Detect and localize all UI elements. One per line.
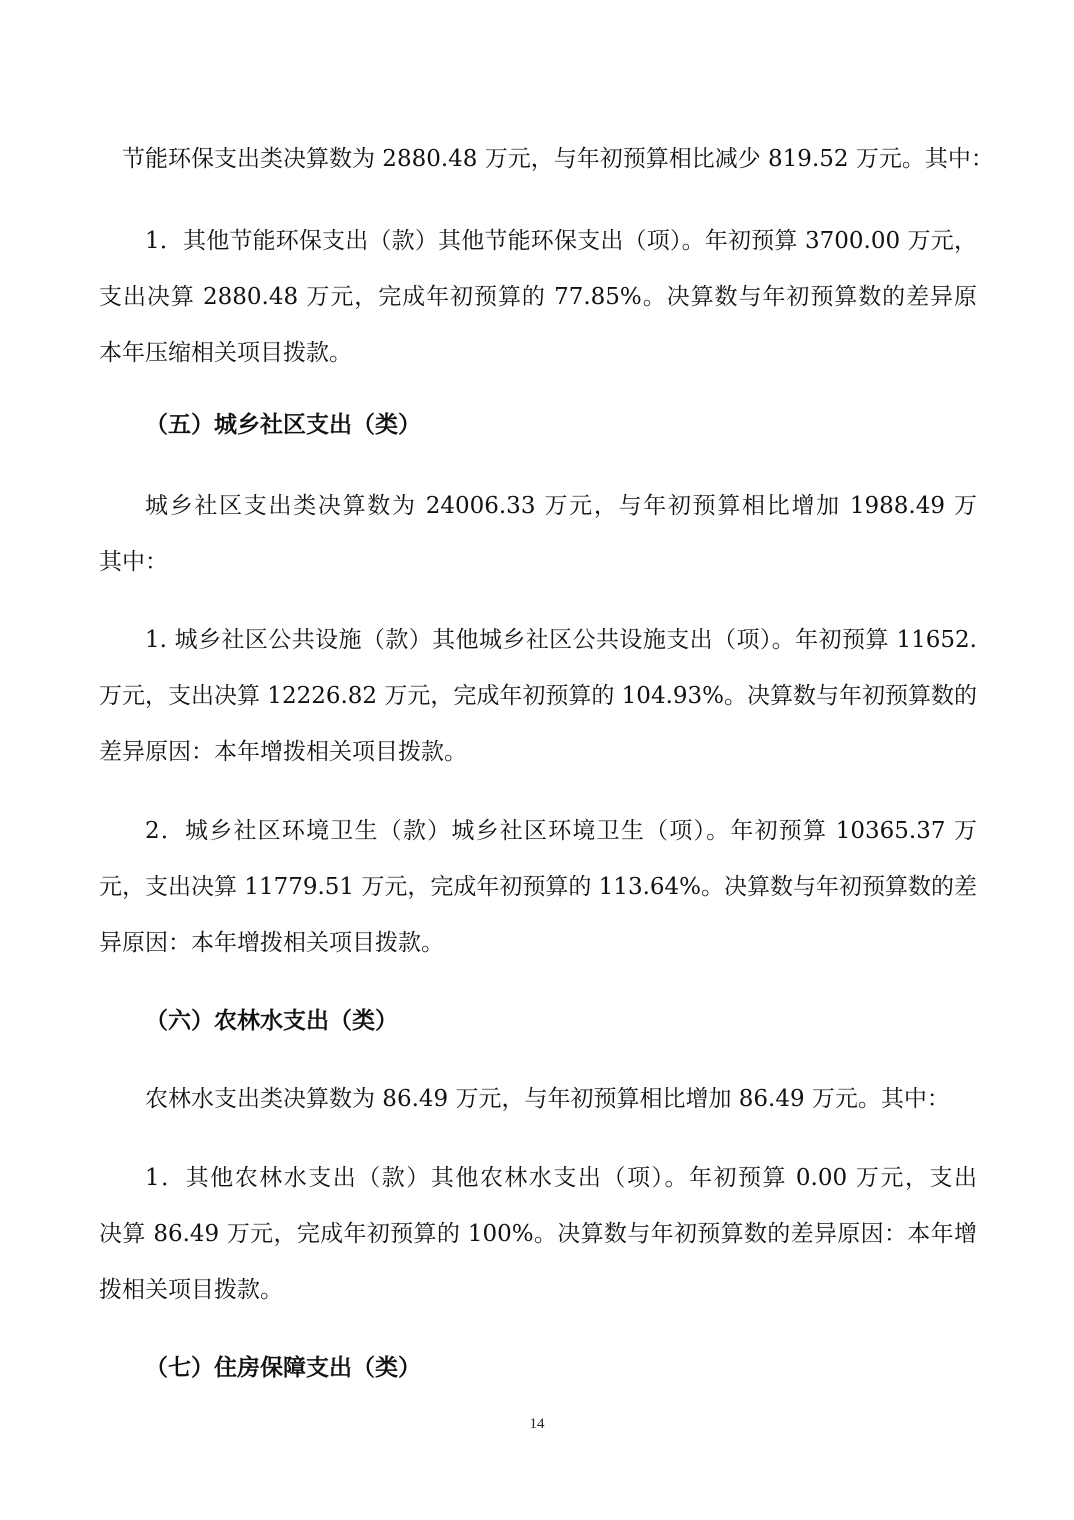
text-line: 农林水支出类决算数为 86.49 万元，与年初预算相比增加 86.49 万元。其中： — [145, 1086, 950, 1112]
text-line: 决算 86.49 万元，完成年初预算的 100%。决算数与年初预算数的差异原因：本年增 — [99, 1221, 977, 1247]
text-line: 1．其他节能环保支出（款）其他节能环保支出（项）。年初预算 3700.00 万元， — [145, 228, 977, 254]
text-line: 2．城乡社区环境卫生（款）城乡社区环境卫生（项）。年初预算 10365.37 万 — [145, 818, 977, 844]
text-line: 节能环保支出类决算数为 2880.48 万元，与年初预算相比减少 819.52 万元。其中： — [122, 146, 994, 172]
paragraph-urban-rural-item-2 — [99, 803, 977, 971]
text-line: 城乡社区支出类决算数为 24006.33 万元，与年初预算相比增加 1988.49 万 — [145, 493, 977, 519]
text-line: 异原因：本年增拨相关项目拨款。 — [99, 930, 444, 956]
paragraph-agriculture-summary — [99, 1071, 977, 1127]
paragraph-energy-item-1 — [99, 213, 977, 381]
paragraph-energy-summary — [99, 131, 994, 187]
text-line: 1．其他农林水支出（款）其他农林水支出（项）。年初预算 0.00 万元，支出 — [145, 1165, 977, 1191]
section-heading-agriculture: （六）农林水支出（类） — [145, 1008, 398, 1034]
paragraph-agriculture-item-1 — [99, 1150, 977, 1318]
text-line: 元，支出决算 11779.51 万元，完成年初预算的 113.64%。决算数与年初预算数的差 — [99, 874, 977, 900]
text-line: 其中： — [99, 549, 168, 575]
section-heading-housing: （七）住房保障支出（类） — [145, 1355, 421, 1381]
text-line: 1. 城乡社区公共设施（款）其他城乡社区公共设施支出（项）。年初预算 11652. — [145, 627, 977, 653]
paragraph-urban-rural-item-1 — [99, 612, 977, 780]
text-line: 万元，支出决算 12226.82 万元，完成年初预算的 104.93%。决算数与年初预算数的 — [99, 683, 977, 709]
page-number: 14 — [529, 1416, 545, 1432]
text-line: 差异原因：本年增拨相关项目拨款。 — [99, 739, 467, 765]
text-line: 拨相关项目拨款。 — [99, 1277, 283, 1303]
section-heading-urban-rural: （五）城乡社区支出（类） — [145, 412, 421, 438]
paragraph-urban-rural-summary — [99, 478, 977, 590]
text-line: 本年压缩相关项目拨款。 — [99, 340, 352, 366]
text-line: 支出决算 2880.48 万元，完成年初预算的 77.85%。决算数与年初预算数的差异原 — [99, 284, 977, 310]
